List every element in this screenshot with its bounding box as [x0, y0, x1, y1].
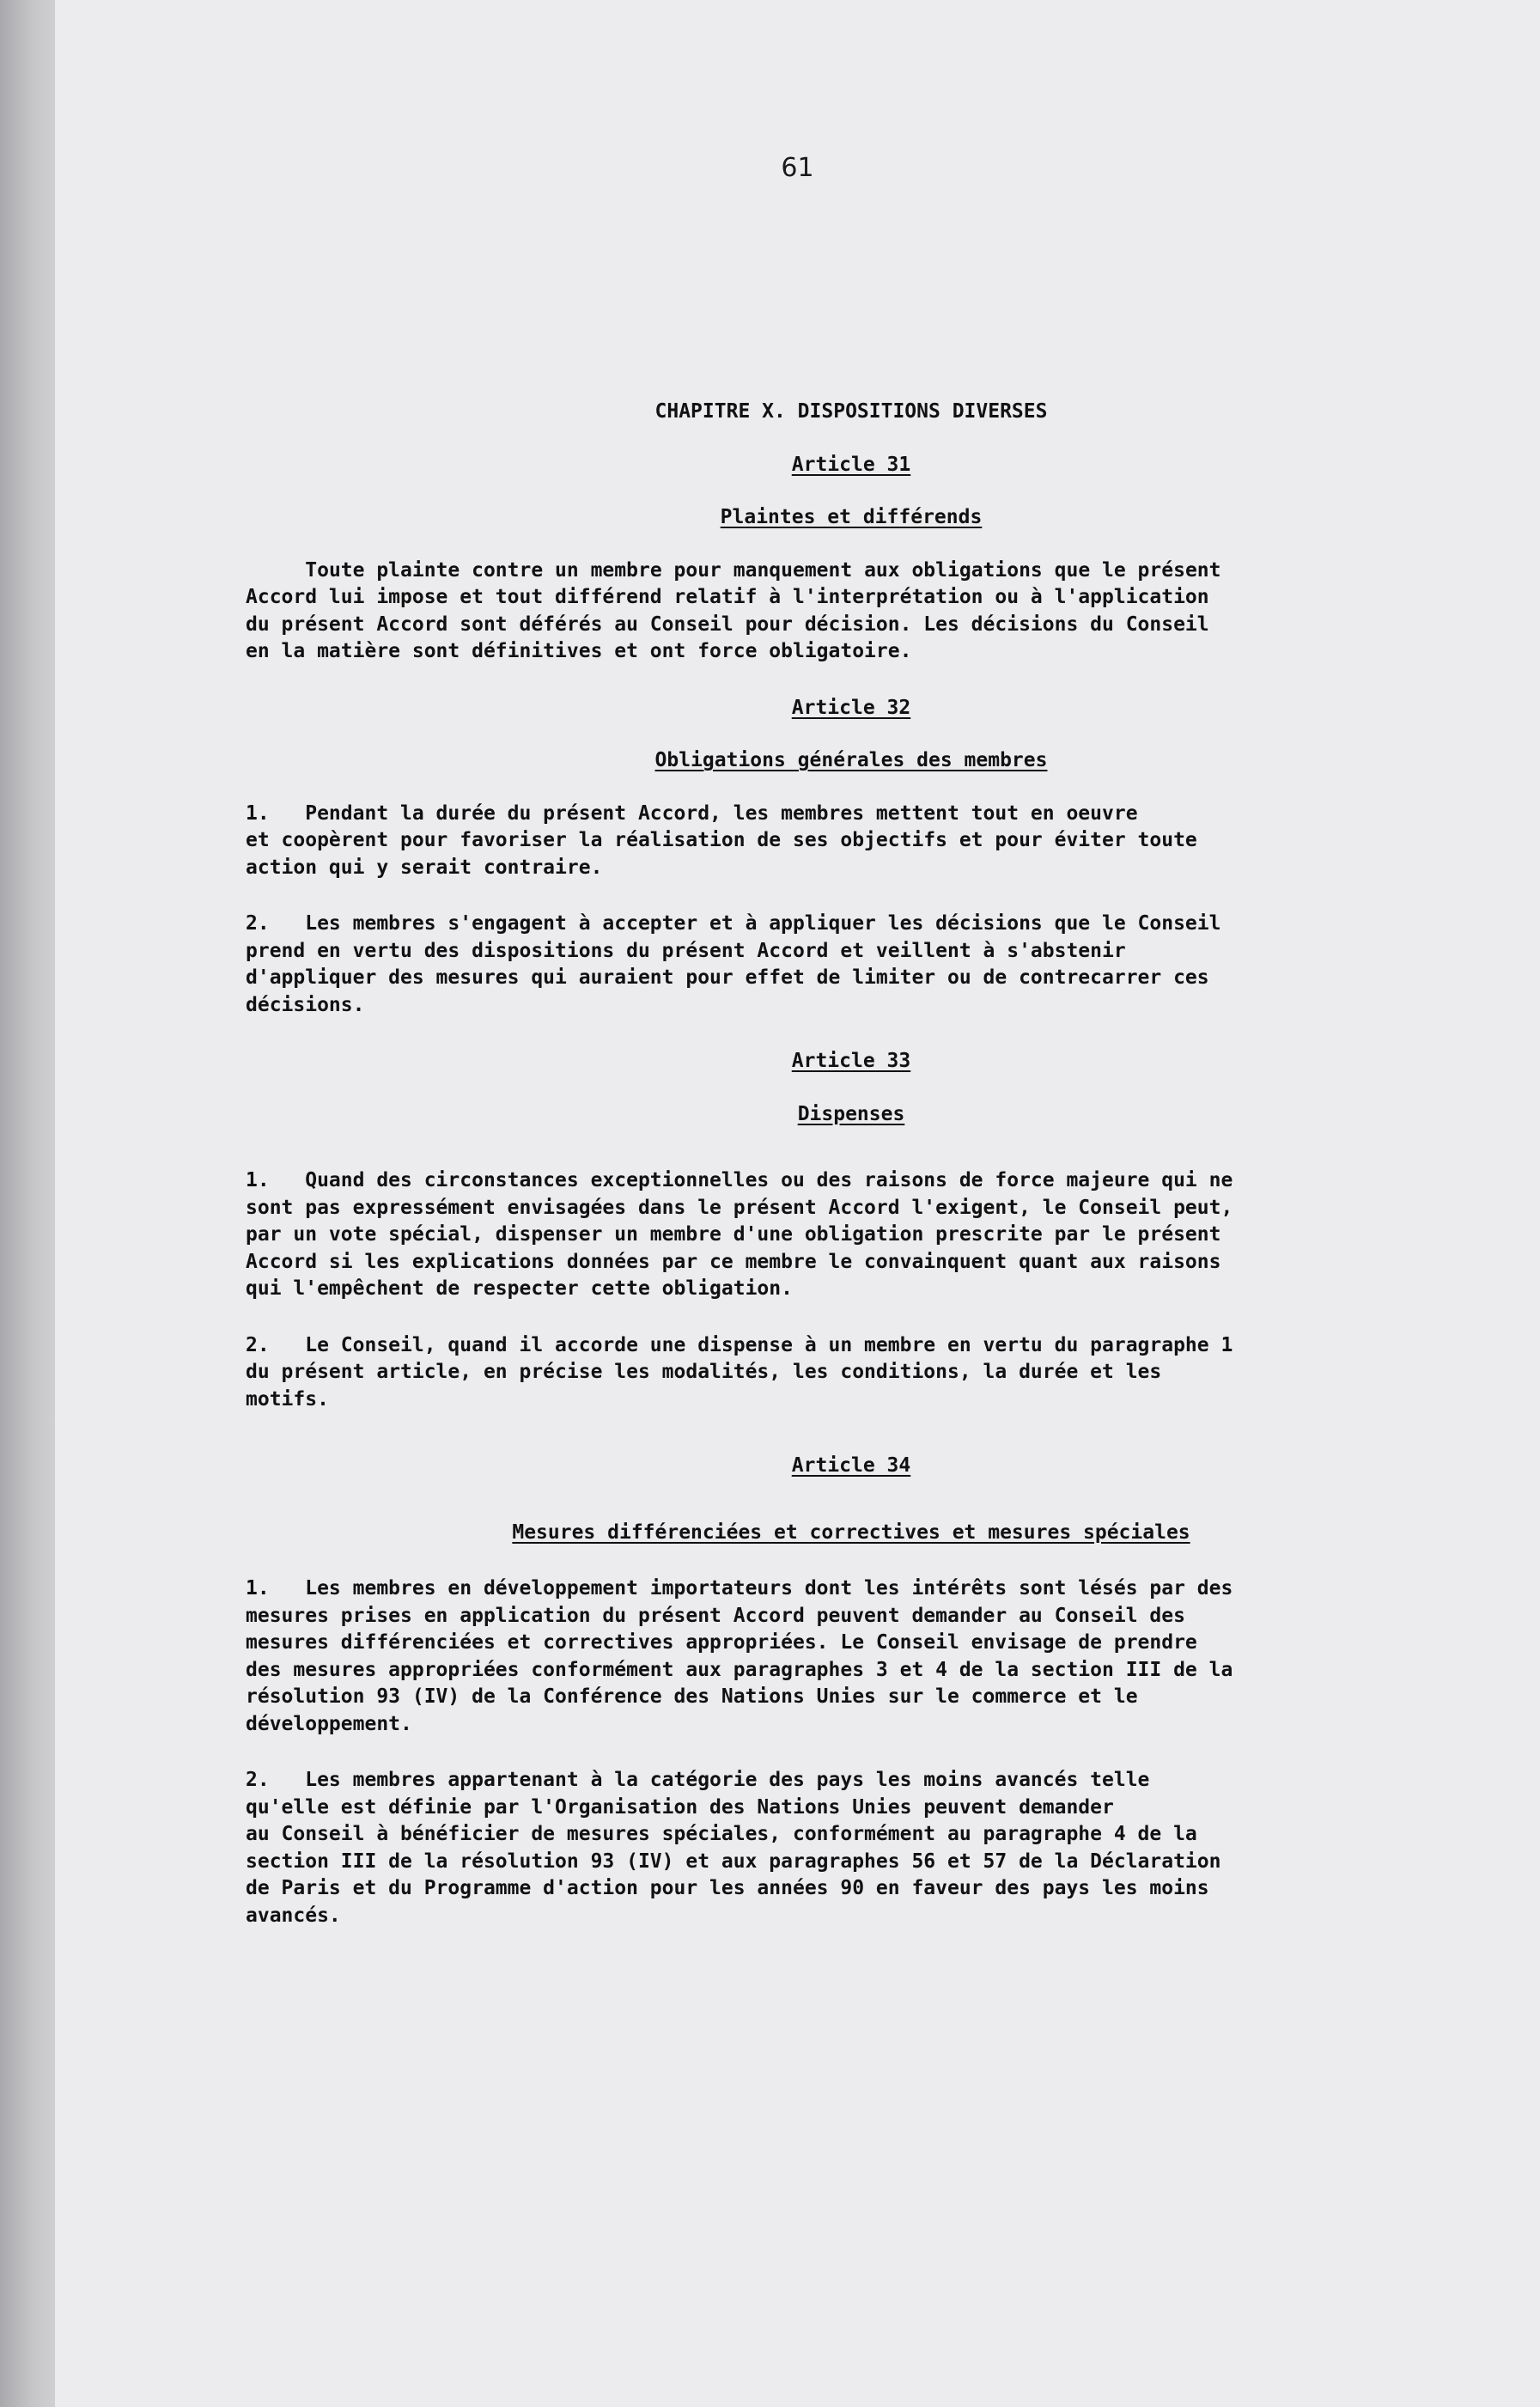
article-33-heading: Article 33: [791, 1050, 911, 1072]
page-edge-shadow: [0, 0, 55, 2407]
article-32-subheading: Obligations générales des membres: [654, 749, 1048, 771]
article-32-heading: Article 32: [791, 696, 911, 719]
article-34-paragraph-1: 1. Les membres en développement importateurs dont les intérêts sont lésés par des mesures prises en application du présent Accord peuvent demander au Conseil des mesures différenciées et correctives appropriées. Le Conseil envisage de prendre des mesures appropriées conformément aux paragraphes 3 et 4 de la section III de la résolution 93 (IV) de la Conférence des Nations Unies sur le commerce et le développement.: [246, 1577, 1233, 1735]
article-33-subheading: Dispenses: [797, 1102, 905, 1125]
chapter-title: CHAPITRE X. DISPOSITIONS DIVERSES: [654, 400, 1048, 423]
article-33-paragraph-2: 2. Le Conseil, quand il accorde une dispense à un membre en vertu du paragraphe 1 du présent article, en précise les modalités, les conditions, la durée et les motifs.: [246, 1333, 1233, 1411]
article-33-paragraph-1: 1. Quand des circonstances exceptionnelles ou des raisons de force majeure qui ne sont pas expressément envisagées dans le présent Accord l'exigent, le Conseil peut, par un vote spécial, dispenser un membre d'une obligation prescrite par le présent Accord si les explications données par ce membre le convainquent quant aux raisons qui l'empêchent de respecter cette obligation.: [246, 1169, 1233, 1300]
article-31-heading: Article 31: [791, 453, 911, 476]
article-31-subheading: Plaintes et différends: [720, 506, 983, 528]
document-page: [55, 0, 1540, 2407]
article-32-paragraph-1: 1. Pendant la durée du présent Accord, les membres mettent tout en oeuvre et coopèrent pour favoriser la réalisation de ses objectifs et pour éviter toute action qui y serait contraire.: [246, 801, 1197, 879]
article-34-paragraph-2: 2. Les membres appartenant à la catégorie des pays les moins avancés telle qu'elle est définie par l'Organisation des Nations Unies peuvent demander au Conseil à bénéficier de mesures spéciales, conformément au paragraphe 4 de la section III de la résolution 93 (IV) et aux paragraphes 56 et 57 de la Déclaration de Paris et du Programme d'action pour les années 90 en faveur des pays les moins avancés.: [246, 1769, 1221, 1927]
page-number: 61: [781, 153, 814, 183]
article-31-paragraph: Toute plainte contre un membre pour manquement aux obligations que le présent Accord lui impose et tout différend relatif à l'interprétation ou à l'application du présent Accord sont déférés au Conseil pour décision. Les décisions du Conseil en la matière sont définitives et ont force obligatoire.: [246, 558, 1221, 662]
page-content: [246, 399, 1457, 1929]
article-34-heading: Article 34: [791, 1454, 911, 1477]
article-34-subheading: Mesures différenciées et correctives et mesures spéciales: [512, 1520, 1190, 1544]
article-32-paragraph-2: 2. Les membres s'engagent à accepter et à appliquer les décisions que le Conseil prend en vertu des dispositions du présent Accord et veillent à s'abstenir d'appliquer des mesures qui auraient pour effet de limiter ou de contrecarrer ces décisions.: [246, 912, 1221, 1016]
